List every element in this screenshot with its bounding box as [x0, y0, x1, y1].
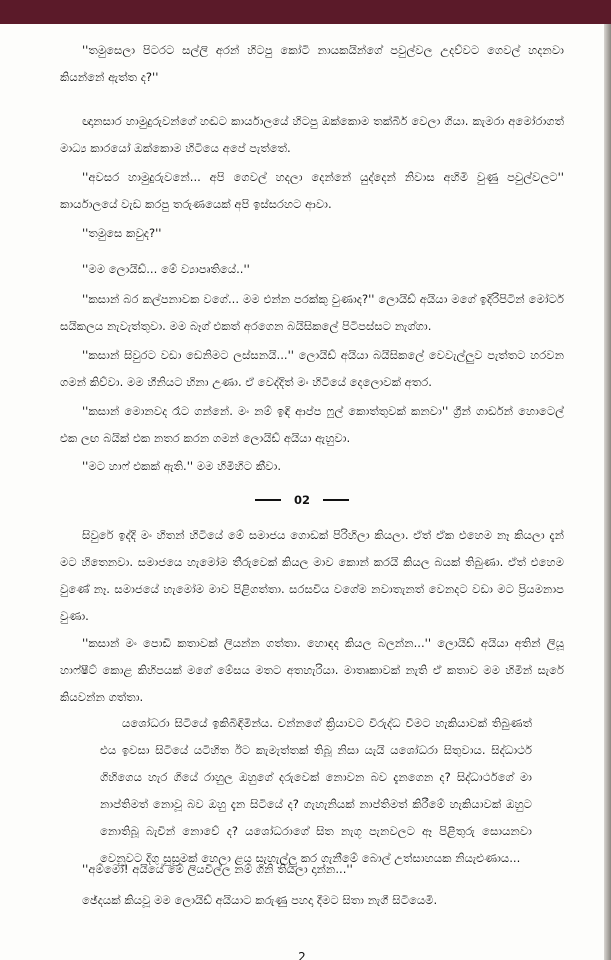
paragraph: ''තමුසෙලා පිටරට සල්ලි අරන් හිටපු කෝටි නායකයින්ගේ පවුල්වල උදව්වට ගෙවල් හදනවා කියන්නේ ඇත්ත ද?''	[60, 43, 564, 84]
top-border-bar	[0, 0, 611, 24]
paragraph: සිවුරේ ඉද්දි මං හිතන් හිටියේ මේ සමාජය ගොඩක් පිරිහිලා කියලා. ඒත් ඒක එහෙම නෑ කියලා දැන් මට හිතෙනවා. සමාජයෙ හැමෝම තීරුවෙක් කියල මාව කොන් කරයි කියල බයක් තිබුණා. ඒත් එහෙම වුණේ නෑ. සමාජයේ හැමෝම මාව පිළිගත්තා. සරසවිය වගේම නවාතැනත් වෙනදට වඩා මට ප්‍රියමනාප වුණා.	[60, 528, 564, 623]
separator-line-right	[323, 499, 349, 501]
paragraph: ඥානසාර හාමුදුරුවන්ගේ හඬට කාර්යාලයේ හිටපු ඔක්කොම තක්බීර් වෙලා ගියා. කැමරා අමෝරාගත් මාධ්‍ය කාරයෝ ඔක්කොම හිටියෙ අපේ පැත්තේ.	[60, 114, 564, 155]
paragraph: ඡේදයක් කියවූ මම ලොයිඩ් අයියාට කරුණු පහදා දීමට සිතා නැගී සිටියෙමි.	[82, 893, 438, 907]
paragraph: ''මට හාෆ් එකක් ඇති.'' මම හිමිහිට කීවා.	[82, 459, 282, 473]
section-separator	[0, 489, 604, 509]
paragraph: ''කසාන් සිවුරට වඩා ඩෙනිමට ලස්සනයි...'' ලොයිඩ් අයියා බයිසිකලේ වෙවැල්ලුව පැත්තට හරවන ගමන් කිව්වා. මම හීනියට හිනා උණා. ඒ වෙද්දිත් මං හිටියේ දෙලොවක් අතර.	[60, 348, 564, 389]
separator-line-left	[255, 499, 281, 501]
paragraph: ''කසාන් බර කල්පනාවක වගේ... මම එන්න පරක්කු වුණාද?'' ලොයිඩ් අයියා මගේ ඉදිරිපිටින් මෝටර් සයිකලය නැවැත්තුවා. මම බෑග් එකත් අරගෙන බයිසිකලේ පිටිපස්සට නැග්ගා.	[60, 292, 564, 333]
page-number: 2	[298, 950, 306, 960]
section-number: 02	[293, 492, 310, 507]
document-page[interactable]	[0, 24, 604, 960]
quoted-story-paragraph: යශෝධරා සිටියේ ඉකිබිඳිමින්ය. චන්නගේ ක්‍රියාවට විරුද්ධ වීමට හැකියාවක් තිබුණත් එය ඉවසා සිටියේ යටිහිත ඊට කැමැත්තක් තිබූ නිසා යැයි යශෝධරා සිතුවාය. සිද්ධාර්ථ ගිහිගෙය හැර ගියේ රාහුල ඔහුගේ දරුවෙක් නොවන බව දැනගෙන ද? සිද්ධාර්ථගේ මා නාප්තිමත් නොවූ බව ඔහු දැන සිටියේ ද? ගැහැනියක් නාප්තිමත් කිරීමේ හැකියාවක් ඔහුට නොතිබූ බැවින් නොවේ ද? යශෝධරාගේ සිත නැගූ පැනවලට ඈ පිළිතුරු සොයනවා වෙනුවට දිගු සුසුමක් හෙලා ළය සැහැල්ලු කර ගැනීමේ බොල් උත්සාහයක නියැළුණාය...	[100, 716, 532, 865]
paragraph: ''කසාන් මං පොඩි කතාවක් ලියන්න ගත්තා. හොඳද කියල බලන්න...'' ලොයිඩ් අයියා අතින් ලියූ හාෆ්ෂීට් කොළ කිහිපයක් මගේ මේසය මතට අතහැරියා. මාතෘකාවක් නැති ඒ කතාව මම හිමින් සැරේ කියවන්න ගත්තා.	[60, 636, 564, 704]
paragraph: ''අම්මෝ! අයියේ මේ ලියවිල්ල නම් ගිනි තියලා දාන්න...''	[82, 862, 353, 876]
paragraph: ''තමුසෙ කවුද?''	[82, 226, 162, 240]
paragraph: ''කසාන් මොනවද රෑට ගන්නේ. මං නම් ඉඳි ආප්ප ෆුල් කොත්තුවක් කනවා'' ග්‍රීන් ගාර්ඩන් හොටෙල් එක ලඟ බයික් එක නතර කරන ගමන් ලොයිඩ් අයියා ඇහුවා.	[60, 404, 564, 445]
paragraph: ''අවසර හාමුදුරුවනේ... අපි ගෙවල් හදලා දෙන්නේ යුද්දෙන් නිවාස අහිමි වුණු පවුල්වලට'' කාර්යාලයේ වැඩ කරපු තරුණයෙක් අපි ඉස්සරහට ආවා.	[60, 170, 564, 211]
paragraph: ''මම ලොයිඩ්... මේ ව්‍යාපෘතියේ..''	[82, 262, 250, 276]
page-edge-shadow	[604, 24, 611, 960]
